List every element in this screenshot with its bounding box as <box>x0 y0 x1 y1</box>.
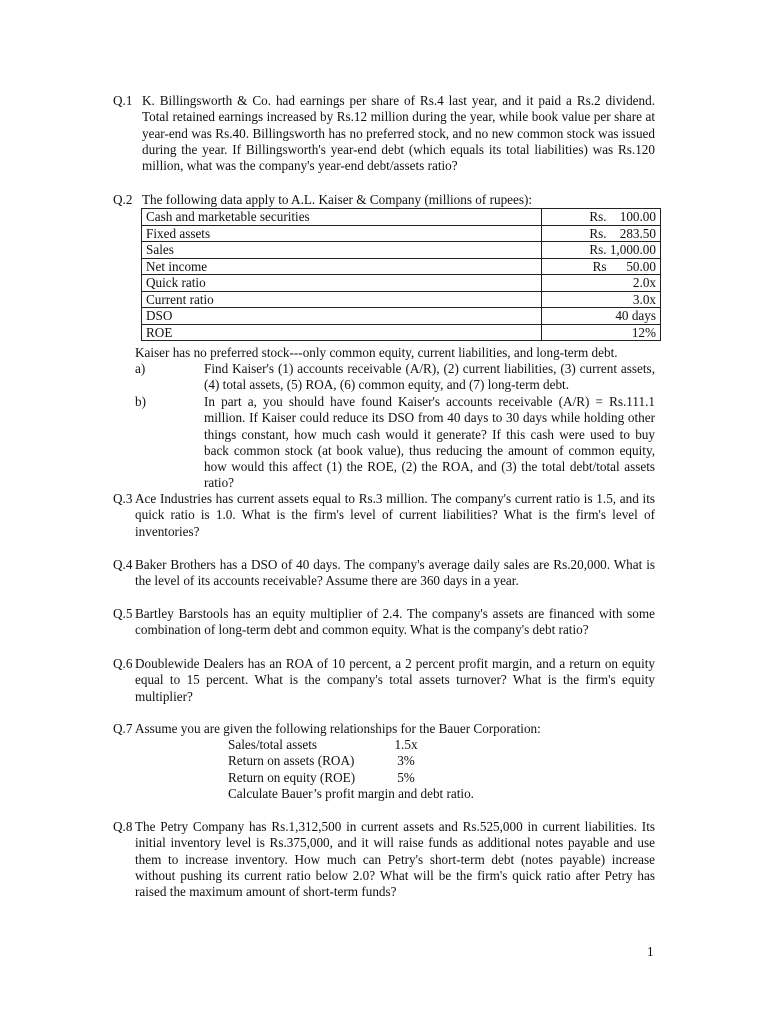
list-item <box>228 737 474 753</box>
question-8 <box>113 819 655 900</box>
row-label: DSO <box>142 308 542 325</box>
relationship-label: Return on assets (ROA) <box>228 753 355 769</box>
question-text: Assume you are given the following relationships for the Bauer Corporation: <box>135 721 541 736</box>
row-label: Sales <box>142 242 542 259</box>
row-label: Current ratio <box>142 291 542 308</box>
table-row <box>142 258 661 275</box>
question-7 <box>113 721 655 737</box>
page-number: 1 <box>647 944 654 959</box>
relationship-value: 1.5x <box>394 737 418 752</box>
row-value: 12% <box>542 324 661 341</box>
row-label: Fixed assets <box>142 225 542 242</box>
question-text: Bartley Barstools has an equity multiplier of 2.4. The company's assets are financed with some combination of long-term debt and common equity. What is the company's debt ratio? <box>135 606 655 638</box>
question-6 <box>113 656 655 705</box>
relationship-value: 3% <box>397 753 415 769</box>
kaiser-data-table <box>141 208 661 341</box>
row-label: Quick ratio <box>142 275 542 292</box>
row-label: Net income <box>142 258 542 275</box>
table-row <box>142 308 661 325</box>
row-label: Cash and marketable securities <box>142 209 542 226</box>
closing-instruction: Calculate Bauer’s profit margin and debt ratio. <box>228 785 474 801</box>
part-b-text: In part a, you should have found Kaiser's accounts receivable (A/R) = Rs.111.1 million. If Kaiser could reduce its DSO from 40 days to 30 days while holding other things constant, how much cash would it generate? If this cash were used to buy back common stock (at book value), thus reducing the amount of common equity, how would this affect (1) the ROE, (2) the ROA, and (3) the total debt/total assets ratio? <box>204 394 655 491</box>
question-text: Ace Industries has current assets equal to Rs.3 million. The company's current ratio is 1.5, and its quick ratio is 1.0. What is the firm's level of current liabilities? What is the firm's level of inventories? <box>135 491 655 539</box>
list-item <box>228 753 474 769</box>
row-value: Rs. 1,000.00 <box>542 242 661 259</box>
part-a <box>135 361 655 394</box>
relationship-label: Return on equity (ROE) <box>228 769 356 785</box>
question-text: Baker Brothers has a DSO of 40 days. The company's average daily sales are Rs.20,000. What is the level of its accounts receivable? Assume there are 360 days in a year. <box>135 557 655 589</box>
question-4 <box>113 557 655 590</box>
question-text: The following data apply to A.L. Kaiser & Company (millions of rupees): <box>142 192 533 207</box>
relationship-label: Sales/total assets <box>228 737 318 752</box>
relationship-value: 5% <box>397 769 415 785</box>
part-text <box>135 394 655 492</box>
table-row <box>142 242 661 259</box>
question-number: Q.8 <box>113 819 133 834</box>
question-number: Q.6 <box>113 656 133 671</box>
table-row <box>142 225 661 242</box>
row-value: Rs. 283.50 <box>542 225 661 242</box>
question-text: Doublewide Dealers has an ROA of 10 percent, a 2 percent profit margin, and a return on equity equal to 15 percent. What is the company's total assets turnover? What is the firm's equity multiplier? <box>135 656 655 704</box>
bauer-relationships <box>228 737 474 802</box>
kaiser-note: Kaiser has no preferred stock---only common equity, current liabilities, and long-term debt. <box>135 345 618 360</box>
row-value: Rs 50.00 <box>542 258 661 275</box>
question-number: Q.2 <box>113 192 133 207</box>
part-text <box>135 361 655 394</box>
row-value: Rs. 100.00 <box>542 209 661 226</box>
question-2 <box>113 192 655 208</box>
question-number: Q.3 <box>113 491 133 506</box>
question-text: K. Billingsworth & Co. had earnings per share of Rs.4 last year, and it paid a Rs.2 dividend. Total retained earnings increased by Rs.12 million during the year, while book value per share at year-end was Rs.40. Billingsworth has no preferred stock, and no new common stock was issued during the year. If Billingsworth's year-end debt (which equals its total liabilities) was Rs.120 million, what was the company's year-end debt/assets ratio? <box>142 93 655 174</box>
row-value: 40 days <box>542 308 661 325</box>
table-row <box>142 324 661 341</box>
question-number: Q.7 <box>113 721 133 736</box>
row-label: ROE <box>142 324 542 341</box>
question-number: Q.4 <box>113 557 133 572</box>
row-value: 3.0x <box>542 291 661 308</box>
question-5 <box>113 606 655 639</box>
part-b <box>135 394 655 492</box>
question-text: The Petry Company has Rs.1,312,500 in current assets and Rs.525,000 in current liabilities. Its initial inventory level is Rs.375,000, and it will raise funds as additional notes payable and use them to increase inventory. How much can Petry's short-term debt (notes payable) increase without pushing its current ratio below 2.0? What will be the firm's quick ratio after Petry has raised the maximum amount of short-term funds? <box>135 819 655 900</box>
part-label: a) <box>135 361 146 376</box>
table-row <box>142 209 661 226</box>
table-row <box>142 275 661 292</box>
question-number: Q.5 <box>113 606 133 621</box>
question-number: Q.1 <box>113 93 133 108</box>
list-item <box>228 770 474 786</box>
question-1 <box>113 93 655 174</box>
part-a-text: Find Kaiser's (1) accounts receivable (A/R), (2) current liabilities, (3) current assets, (4) total assets, (5) ROA, (6) common equity, and (7) long-term debt. <box>204 361 655 393</box>
table-row <box>142 291 661 308</box>
question-3 <box>113 491 655 540</box>
part-label: b) <box>135 394 146 409</box>
row-value: 2.0x <box>542 275 661 292</box>
